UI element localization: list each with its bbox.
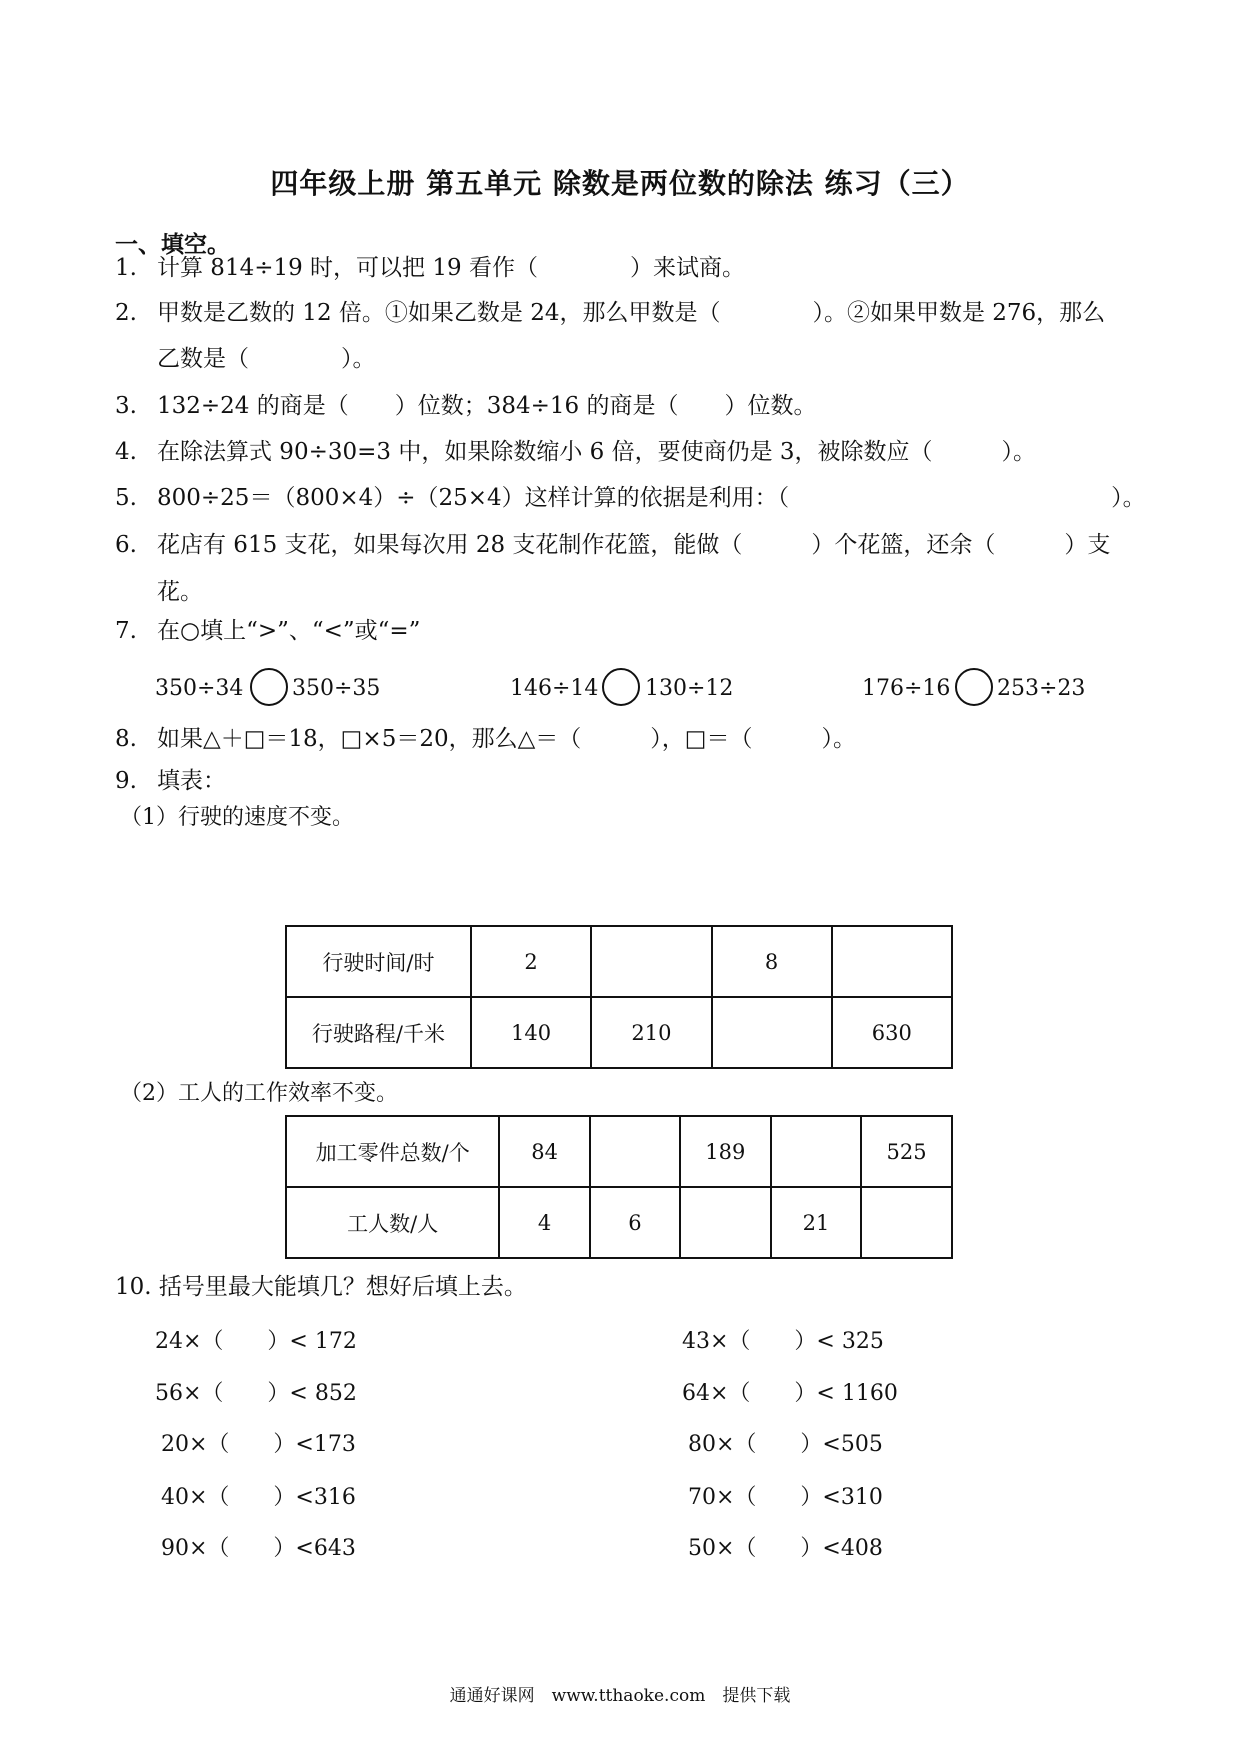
table-cell[interactable] xyxy=(861,1187,952,1258)
question-number: 7. xyxy=(115,618,137,644)
question-text: 在除法算式 90÷30=3 中，如果除数缩小 6 倍，要使商仍是 3，被除数应（ ）。 xyxy=(157,439,1037,465)
table-cell[interactable] xyxy=(590,1116,680,1187)
compare-right-3: 253÷23 xyxy=(997,676,1086,701)
fill-item: 90×（ ）<643 xyxy=(161,1536,356,1561)
compare-left-2: 146÷14 xyxy=(510,676,599,701)
table-cell[interactable] xyxy=(680,1187,771,1258)
table-cell: 210 xyxy=(591,997,711,1068)
compare-left-3: 176÷16 xyxy=(862,676,951,701)
table-cell: 6 xyxy=(590,1187,680,1258)
question-text: 800÷25＝（800×4）÷（25×4）这样计算的依据是利用：（ ）。 xyxy=(157,485,1146,511)
table-row xyxy=(286,926,952,997)
question-text: 132÷24 的商是（ ）位数；384÷16 的商是（ ）位数。 xyxy=(157,393,817,419)
table-cell[interactable] xyxy=(591,926,711,997)
question-text: 甲数是乙数的 12 倍。①如果乙数是 24，那么甲数是（ ）。②如果甲数是 276，那么 xyxy=(157,300,1106,326)
question-9 xyxy=(115,766,226,796)
table-cell: 140 xyxy=(471,997,591,1068)
table-cell[interactable] xyxy=(771,1116,861,1187)
question-text: 在○填上“>”、“<”或“=” xyxy=(157,618,421,644)
question-1 xyxy=(115,253,745,283)
question-3 xyxy=(115,391,817,421)
question-number: 8. xyxy=(115,726,137,752)
row-header: 行驶时间/时 xyxy=(286,926,471,997)
fill-item: 80×（ ）<505 xyxy=(688,1432,883,1457)
compare-circle[interactable] xyxy=(602,668,640,706)
fill-item: 64×（ ）< 1160 xyxy=(682,1381,898,1406)
question-text: 如果△＋□＝18，□×5＝20，那么△＝（ ），□＝（ ）。 xyxy=(157,726,857,752)
table-cell: 630 xyxy=(832,997,952,1068)
compare-circle[interactable] xyxy=(955,668,993,706)
question-text: 填表： xyxy=(157,768,226,794)
fill-item: 20×（ ）<173 xyxy=(161,1432,356,1457)
row-header: 加工零件总数/个 xyxy=(286,1116,499,1187)
compare-right-1: 350÷35 xyxy=(292,676,381,701)
question-6-continued: 花。 xyxy=(157,579,203,605)
question-number: 5. xyxy=(115,485,137,511)
table-cell: 525 xyxy=(861,1116,952,1187)
row-header: 行驶路程/千米 xyxy=(286,997,471,1068)
question-5 xyxy=(115,483,1146,513)
question-2 xyxy=(115,298,1105,328)
table-1-caption: （1）行驶的速度不变。 xyxy=(120,805,354,830)
question-text: 花店有 615 支花，如果每次用 28 支花制作花篮，能做（ ）个花篮，还余（ ）支 xyxy=(157,532,1111,558)
question-10: 10. 括号里最大能填几？想好后填上去。 xyxy=(115,1274,527,1300)
table-cell: 84 xyxy=(499,1116,589,1187)
question-6 xyxy=(115,530,1110,560)
fill-item: 40×（ ）<316 xyxy=(161,1485,356,1510)
question-text: 计算 814÷19 时，可以把 19 看作（ ）来试商。 xyxy=(157,255,745,281)
row-header: 工人数/人 xyxy=(286,1187,499,1258)
fill-item: 70×（ ）<310 xyxy=(688,1485,883,1510)
question-2-continued: 乙数是（ ）。 xyxy=(157,346,376,372)
table-cell: 21 xyxy=(771,1187,861,1258)
table-2-caption: （2）工人的工作效率不变。 xyxy=(120,1081,398,1106)
section-heading: 一、填空。 xyxy=(115,232,230,258)
compare-circle[interactable] xyxy=(250,668,288,706)
question-number: 2. xyxy=(115,300,137,326)
table-row xyxy=(286,1187,952,1258)
fill-item: 56×（ ）< 852 xyxy=(155,1381,357,1406)
question-4 xyxy=(115,437,1036,467)
page-title: 四年级上册 第五单元 除数是两位数的除法 练习（三） xyxy=(270,167,970,200)
fill-item: 43×（ ）< 325 xyxy=(682,1329,884,1354)
efficiency-table xyxy=(285,1115,953,1259)
table-cell: 8 xyxy=(712,926,832,997)
table-cell[interactable] xyxy=(712,997,832,1068)
compare-left-1: 350÷34 xyxy=(155,676,244,701)
fill-item: 50×（ ）<408 xyxy=(688,1536,883,1561)
compare-right-2: 130÷12 xyxy=(645,676,734,701)
table-cell: 4 xyxy=(499,1187,589,1258)
table-cell[interactable] xyxy=(832,926,952,997)
question-number: 3. xyxy=(115,393,137,419)
fill-item: 24×（ ）< 172 xyxy=(155,1329,357,1354)
table-row xyxy=(286,1116,952,1187)
table-cell: 2 xyxy=(471,926,591,997)
question-number: 1. xyxy=(115,255,137,281)
question-8 xyxy=(115,724,856,754)
footer-credit: 通通好课网 www.tthaoke.com 提供下载 xyxy=(449,1686,791,1706)
question-number: 6. xyxy=(115,532,137,558)
speed-table xyxy=(285,925,953,1069)
question-number: 9. xyxy=(115,768,137,794)
table-cell: 189 xyxy=(680,1116,771,1187)
question-7 xyxy=(115,616,420,646)
question-number: 4. xyxy=(115,439,137,465)
table-row xyxy=(286,997,952,1068)
